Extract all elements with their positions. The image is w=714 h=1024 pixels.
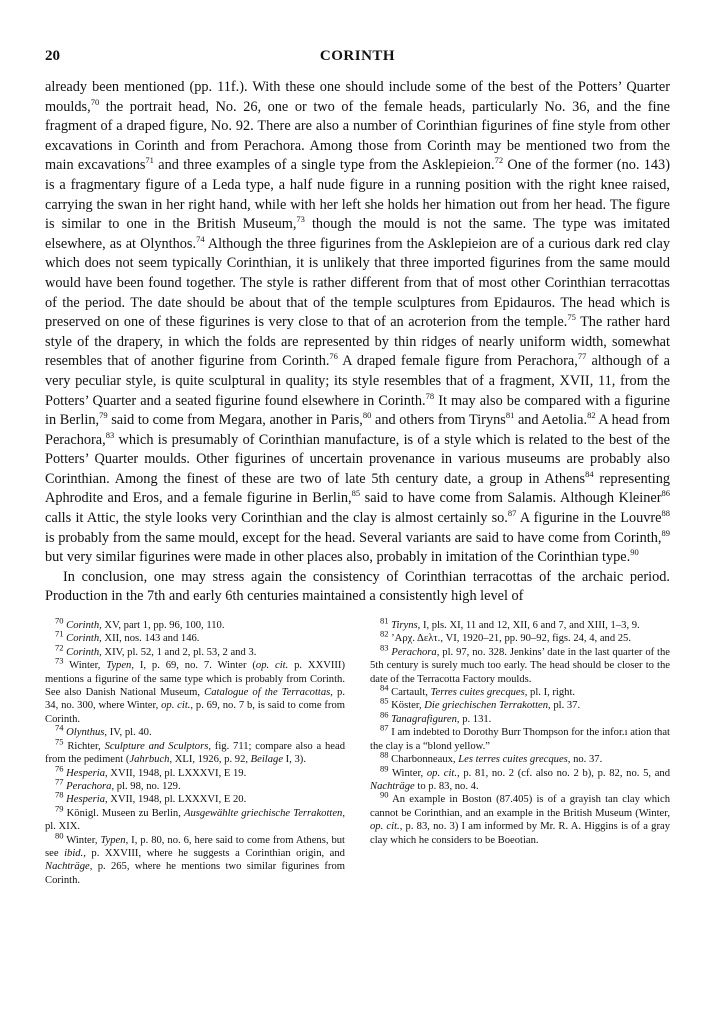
text-run: which is presumably of Corinthian manufacture, is of a style which is related to the best of the Potters’ Quarter moulds. Other figurines of uncertain provenance in various museums are probably also Corinthian. Among the finest of these are two of late 5th century date, a group in Athens: [45, 431, 670, 487]
footnotes-left-column: [45, 615, 345, 887]
note-reference: 74: [55, 722, 64, 733]
text-run: , pl. 37.: [548, 700, 581, 712]
text-run: said to come from Megara, another in Paris,: [107, 412, 363, 429]
page-number: 20: [45, 48, 60, 64]
footnote: [45, 803, 345, 834]
text-run: , XII, nos. 143 and 146.: [99, 633, 200, 645]
footnote: [370, 749, 670, 766]
note-reference: 88: [661, 508, 671, 519]
footnote: [45, 776, 345, 793]
text-run: One of the former (no. 143) is a fragmentary figure of a Leda type, a half nude figure in a running position with the right knee raised, carrying the swan in her right hand, while with her left she holds her himation out from her head. The figure is similar to one in the British Museum,: [45, 157, 670, 233]
note-reference: 75: [567, 312, 576, 323]
footnote: [45, 762, 345, 780]
note-reference: 90: [380, 789, 389, 800]
page: [45, 44, 670, 887]
italic-text: Beilage: [250, 754, 284, 766]
footnote: [370, 722, 670, 753]
note-reference: 82: [587, 410, 596, 421]
note-reference: 81: [505, 410, 515, 421]
text-run: calls it Attic, the style looks very Corinthian and the clay is almost certainly so.: [45, 510, 508, 527]
italic-text: Catalogue of the Terracottas: [204, 687, 331, 699]
footnote: [370, 682, 670, 699]
text-run: but very similar figurines were made in other places also, probably in imitation of the Corinthian type.: [45, 549, 631, 566]
text-run: , no. 37.: [567, 754, 603, 766]
note-reference: 75: [55, 736, 64, 747]
text-run: The rather hard style of the drapery, in which the folds are represented by thin ridges of nearly uniform width, somewhat resembles that of another figurine from Corinth.: [45, 314, 671, 370]
italic-text: Sculpture and Sculptors: [104, 740, 209, 752]
text-run: It may also be compared with a figurine in Berlin,: [45, 392, 670, 429]
text-run: and others from Tiryns: [371, 412, 506, 429]
running-title: CORINTH: [319, 48, 396, 64]
text-run: though the mould is not the same. The type was imitated elsewhere, as at Olynthos.: [45, 216, 670, 252]
footnote: [45, 722, 345, 739]
note-reference: 77: [55, 776, 64, 787]
note-reference: 72: [494, 155, 504, 166]
note-reference: 87: [507, 508, 517, 519]
note-reference: 84: [380, 682, 389, 693]
footnote: [45, 655, 345, 726]
italic-text: Tanagrafiguren: [391, 713, 457, 725]
italic-text: Hesperia: [66, 794, 105, 806]
note-reference: 78: [425, 390, 435, 401]
body-text: [45, 78, 670, 607]
note-reference: 71: [145, 155, 154, 166]
text-run: Winter,: [388, 767, 427, 779]
note-reference: 73: [296, 214, 305, 225]
text-run: the portrait head, No. 26, one or two of the female heads, particularly No. 36, and the fine fragment of a draped figure, No. 92. There are also a number of Corinthian figurines of fine style from other excavations in Corinth and from Perachora. Among those from Corinth may be mentioned two from the main excavations: [45, 98, 670, 174]
note-reference: 81: [380, 615, 389, 626]
text-run: , p. 34, no. 300, where Winter,: [45, 687, 345, 712]
text-run: I, 3).: [283, 754, 306, 766]
italic-text: Nachträge: [45, 861, 90, 873]
text-run: I am indebted to Dorothy Burr Thompson for the infor.ı ation that the clay is a “blond yellow.”: [370, 727, 670, 752]
footnotes-right-column: [370, 615, 671, 887]
note-reference: 87: [380, 722, 389, 733]
italic-text: Hesperia: [66, 767, 105, 779]
footnote: [45, 789, 345, 806]
text-run: p. XXVIII) mentions a figurine of the same type which is probably from Corinth. See also Danish National Museum,: [45, 660, 345, 699]
italic-text: Corinth: [66, 633, 100, 645]
text-run: , fig. 711; compare also a head from the pediment (: [45, 740, 345, 766]
note-reference: 89: [380, 762, 389, 773]
text-run: , IV, pl. 40.: [104, 727, 152, 739]
italic-text: Tiryns: [391, 620, 418, 632]
footnote: [45, 830, 345, 888]
italic-text: ibid.: [64, 847, 84, 859]
text-run: Winter,: [63, 660, 107, 672]
text-run: An example in Boston (87.405) is of a grayish tan clay which cannot be Corinthian, and an example in the British Museum (Winter,: [370, 794, 670, 819]
italic-text: Typen: [106, 660, 132, 672]
text-run: , p. 265, where he mentions two similar figurines from Corinth.: [45, 861, 345, 886]
footnote: [45, 736, 345, 767]
footnote: [45, 628, 345, 645]
note-reference: 71: [55, 628, 64, 639]
text-run: , I, p. 80, no. 6, here said to come from Athens, but see: [45, 834, 345, 859]
italic-text: Perachora: [391, 646, 437, 658]
text-run: Cartault,: [388, 687, 431, 699]
footnote: [370, 628, 670, 645]
footnote: [370, 695, 670, 712]
note-reference: 70: [90, 96, 100, 107]
italic-text: op. cit.: [426, 767, 458, 779]
italic-text: Jahrbuch: [129, 754, 170, 766]
running-head: [45, 44, 670, 68]
text-run: , pl. XIX.: [45, 807, 345, 833]
text-run: , pl. 98, no. 129.: [111, 780, 181, 792]
text-run: , p. XXVIII, where he suggests a Corinthian origin, and: [83, 847, 345, 859]
note-reference: 85: [380, 695, 389, 706]
text-run: Winter,: [63, 834, 101, 846]
text-run: Richter,: [63, 740, 105, 752]
note-reference: 80: [362, 410, 372, 421]
text-run: , XLI, 1926, p. 92,: [169, 754, 251, 766]
text-run: A figurine in the Louvre: [516, 510, 662, 527]
note-reference: 79: [99, 410, 108, 421]
text-run: and Aetolia.: [514, 412, 588, 429]
text-run: and three examples of a single type from the Asklepieion.: [153, 157, 495, 174]
note-reference: 73: [55, 655, 64, 666]
note-reference: 85: [351, 488, 361, 499]
text-run: is probably from the same mould, except for the head. Several variants are said to have come from Corinth,: [45, 529, 662, 546]
footnote: [370, 615, 670, 632]
italic-text: Corinth: [66, 620, 100, 632]
text-run: , pl. I, right.: [524, 687, 576, 699]
italic-text: op. cit.: [161, 700, 191, 712]
italic-text: Les terres cuites grecques: [458, 754, 568, 766]
note-reference: 80: [55, 830, 64, 840]
footnote: [45, 642, 345, 659]
text-run: already been mentioned (pp. 11f.). With these one should include some of the best of the Potters’ Quarter moulds,: [45, 79, 670, 115]
italic-text: Nachträge: [370, 780, 415, 792]
note-reference: 83: [380, 642, 389, 653]
note-reference: 76: [55, 762, 64, 773]
text-run: A draped female figure from Perachora,: [337, 353, 578, 370]
note-reference: 77: [577, 351, 587, 362]
note-reference: 78: [55, 789, 64, 800]
italic-text: op. cit.: [370, 821, 400, 833]
italic-text: Ausgewählte griechische Terrakotten: [184, 807, 343, 819]
text-run: , XV, part 1, pp. 96, 100, 110.: [99, 620, 225, 632]
italic-text: Die griechischen Terrakotten: [424, 700, 549, 712]
italic-text: op. cit.: [255, 660, 289, 672]
note-reference: 79: [55, 803, 64, 814]
footnote: [45, 615, 345, 632]
note-reference: 74: [196, 233, 205, 244]
note-reference: 88: [380, 749, 389, 760]
text-run: , p. 81, no. 2 (cf. also no. 2 b), p. 82, no. 5, and: [457, 767, 670, 779]
text-run: , XVII, 1948, pl. LXXXVI, E 19.: [105, 767, 247, 779]
note-reference: 82: [380, 628, 389, 639]
footnote: [370, 789, 670, 847]
text-run: Königl. Museen zu Berlin,: [63, 807, 185, 819]
note-reference: 76: [329, 351, 338, 362]
note-reference: 86: [380, 709, 389, 720]
text-run: said to have come from Salamis. Although Kleiner: [360, 490, 662, 507]
text-run: , XIV, pl. 52, 1 and 2, pl. 53, 2 and 3.: [99, 646, 257, 658]
text-run: Charbonneaux,: [388, 754, 459, 766]
note-reference: 86: [661, 488, 670, 499]
note-reference: 72: [55, 642, 64, 653]
italic-text: Terres cuites grecques: [430, 687, 525, 699]
paragraph: [45, 568, 670, 607]
paragraph: [45, 78, 670, 568]
italic-text: Corinth: [66, 646, 100, 658]
text-run: Köster,: [388, 700, 425, 712]
note-reference: 89: [661, 527, 670, 538]
text-run: A head from Perachora,: [45, 412, 670, 448]
text-run: to p. 83, no. 4.: [414, 780, 479, 792]
text-run: although of a very peculiar style, is quite sculptural in quality; its style resembles that of a fragment, XVII, 11, from the Potters’ Quarter and a seated figurine found elsewhere in Corinth.: [45, 353, 670, 409]
text-run: , XVII, 1948, pl. LXXXVI, E 20.: [105, 794, 247, 806]
note-reference: 90: [630, 547, 639, 558]
note-reference: 84: [585, 469, 594, 480]
note-reference: 70: [55, 615, 64, 626]
text-run: In conclusion, one may stress again the consistency of Corinthian terracottas of the archaic period. Production in the 7th and early 6th centuries maintained a consistently high level of: [45, 568, 670, 605]
footnote: [370, 642, 671, 686]
text-run: Although the three figurines from the Asklepieion are of a curious dark red clay which does not seem typically Corinthian, it is unlikely that three imported figurines from the same mould would have been found together. The style is rather different from that of most other Corinthian terracottas of the period. The date should be about that of the temple sculptures from Epidauros. The head which is preserved on one of these figurines is very close to that of an acroterion from the temple.: [45, 235, 670, 331]
text-run: , pl. 97, no. 328. Jenkins’ date in the last quarter of the 5th century is surely much too early. The head should be closer to the date of the Terracotta Factory moulds.: [370, 646, 671, 685]
footnote: [370, 709, 670, 726]
footnote: [370, 762, 670, 794]
italic-text: Perachora: [66, 780, 112, 792]
note-reference: 83: [105, 429, 115, 440]
text-run: , p. 131.: [456, 713, 492, 725]
text-run: , p. 69, no. 7 b, is said to come from Corinth.: [45, 700, 345, 725]
italic-text: Olynthus: [66, 727, 105, 739]
text-run: representing Aphrodite and Eros, and a female figurine in Berlin,: [45, 470, 670, 507]
text-run: , p. 83, no. 3) I am informed by Mr. R. A. Higgins is of a gray clay which he considers to be Boeotian.: [370, 821, 670, 846]
text-run: , I, p. 69, no. 7. Winter (: [131, 660, 256, 672]
text-run: , I, pls. XI, 11 and 12, XII, 6 and 7, and XIII, 1–3, 9.: [417, 620, 640, 632]
text-run: ’Αρχ. Δελτ., VI, 1920–21, pp. 90–92, figs. 24, 4, and 25.: [388, 633, 632, 645]
footnotes: [45, 615, 671, 887]
italic-text: Typen: [100, 834, 126, 846]
